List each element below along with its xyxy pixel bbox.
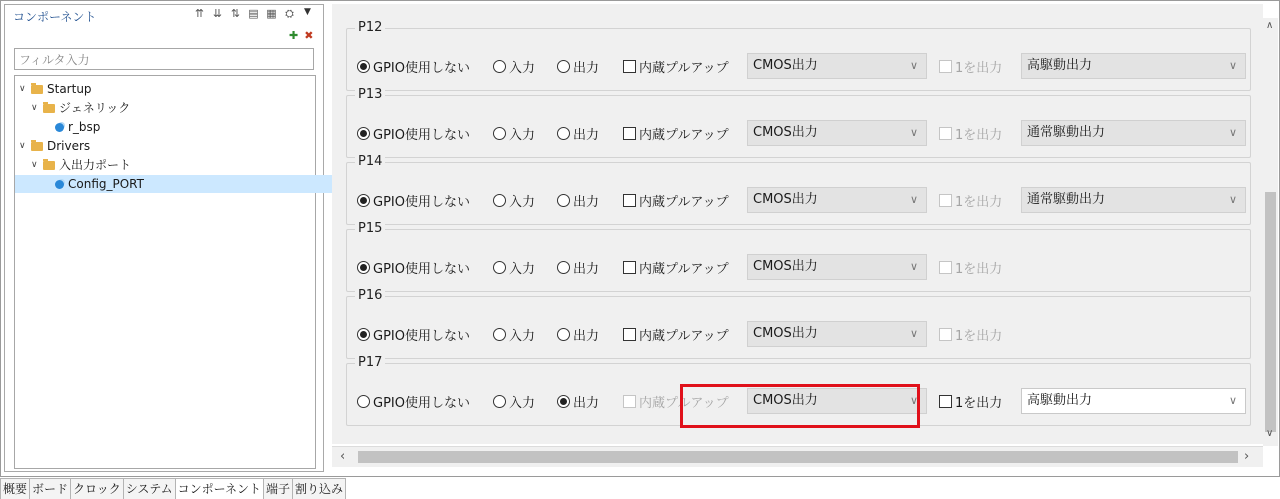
tree-item-label: Startup — [47, 82, 92, 96]
output-type-value: CMOS出力 — [753, 58, 818, 73]
checkbox — [939, 194, 952, 207]
chevron-down-icon[interactable]: ∨ — [31, 160, 38, 170]
folder-icon — [31, 142, 43, 151]
radio-button[interactable] — [357, 194, 370, 207]
bottom-tab-bar — [0, 478, 345, 499]
radio-label: 出力 — [573, 194, 600, 210]
pullup-checkbox[interactable] — [623, 57, 729, 75]
tree-item[interactable] — [31, 156, 131, 174]
gpio-unused-radio[interactable] — [357, 124, 470, 142]
drive-value: 通常駆動出力 — [1027, 125, 1106, 140]
input-radio[interactable] — [493, 325, 535, 343]
tab-item[interactable]: 割り込み — [292, 478, 346, 499]
port-row — [347, 254, 1250, 280]
radio-label: GPIO使用しない — [373, 127, 470, 143]
checkbox[interactable] — [623, 194, 636, 207]
input-radio[interactable] — [493, 258, 535, 276]
port-group-p16 — [346, 288, 1251, 359]
gpio-unused-radio[interactable] — [357, 258, 470, 276]
radio-label: 入力 — [509, 60, 536, 76]
remove-component-icon[interactable]: ✖ — [304, 29, 314, 42]
radio-button[interactable] — [557, 395, 570, 408]
port-group-p15 — [346, 221, 1251, 292]
component-actions — [289, 29, 313, 42]
port-label: P14 — [355, 154, 385, 169]
output-one-checkbox — [939, 258, 1002, 276]
tab-item[interactable]: ボード — [29, 478, 71, 499]
tree-item[interactable] — [19, 137, 90, 155]
output-one-checkbox — [939, 57, 1002, 75]
port-row — [347, 53, 1250, 79]
drive-select[interactable] — [1021, 388, 1246, 414]
port-settings-panel — [332, 4, 1263, 444]
radio-label: 入力 — [509, 261, 536, 277]
radio-button[interactable] — [357, 395, 370, 408]
pullup-label: 内蔵プルアップ — [639, 127, 729, 143]
chevron-down-icon: ∨ — [1228, 126, 1237, 139]
pullup-label: 内蔵プルアップ — [639, 395, 729, 411]
horizontal-scroll-thumb[interactable] — [358, 451, 1238, 463]
drive-value: 高駆動出力 — [1027, 393, 1093, 408]
radio-button[interactable] — [357, 261, 370, 274]
chevron-down-icon: ∨ — [1228, 394, 1237, 407]
folder-icon — [43, 161, 55, 170]
vertical-scroll-thumb[interactable] — [1265, 192, 1276, 432]
port-group-p12 — [346, 20, 1251, 91]
component-icon — [55, 123, 64, 132]
output-one-checkbox — [939, 124, 1002, 142]
gpio-unused-radio[interactable] — [357, 392, 470, 410]
radio-button[interactable] — [557, 127, 570, 140]
radio-button[interactable] — [493, 261, 506, 274]
drive-value: 通常駆動出力 — [1027, 192, 1106, 207]
component-tree-panel — [4, 4, 324, 472]
port-label: P13 — [355, 87, 385, 102]
tree-item-label: r_bsp — [68, 120, 101, 134]
output-type-value: CMOS出力 — [753, 125, 818, 140]
radio-label: GPIO使用しない — [373, 261, 470, 277]
output-radio[interactable] — [557, 191, 599, 209]
output-one-label: 1を出力 — [955, 127, 1003, 143]
radio-label: 出力 — [573, 395, 600, 411]
input-radio[interactable] — [493, 57, 535, 75]
vertical-scrollbar[interactable] — [1263, 18, 1278, 446]
chevron-down-icon: ∨ — [909, 193, 918, 206]
chevron-down-icon[interactable]: ∨ — [19, 141, 26, 151]
chevron-down-icon[interactable]: ∨ — [31, 103, 38, 113]
drive-select[interactable] — [1021, 53, 1246, 79]
output-radio[interactable] — [557, 258, 599, 276]
scroll-up-icon[interactable]: ∧ — [1266, 20, 1274, 31]
output-one-label: 1を出力 — [955, 261, 1003, 277]
chevron-down-icon: ∨ — [909, 327, 918, 340]
component-icon — [55, 180, 64, 189]
drive-select[interactable] — [1021, 120, 1246, 146]
output-radio[interactable] — [557, 124, 599, 142]
checkbox[interactable] — [623, 127, 636, 140]
checkbox — [623, 395, 636, 408]
port-row — [347, 187, 1250, 213]
port-label: P15 — [355, 221, 385, 236]
drive-value: 高駆動出力 — [1027, 58, 1093, 73]
radio-button[interactable] — [357, 60, 370, 73]
pullup-label: 内蔵プルアップ — [639, 60, 729, 76]
output-radio[interactable] — [557, 392, 599, 410]
chevron-down-icon[interactable]: ∨ — [19, 84, 26, 94]
checkbox[interactable] — [939, 395, 952, 408]
output-type-select[interactable] — [747, 53, 927, 79]
panel-toolbar — [192, 7, 315, 21]
tab-item[interactable]: コンポーネント — [175, 478, 264, 499]
folder-icon — [43, 104, 55, 113]
drive-select[interactable] — [1021, 187, 1246, 213]
add-component-icon[interactable]: ✚ — [289, 29, 299, 42]
tree-item[interactable] — [19, 80, 92, 98]
radio-button[interactable] — [493, 328, 506, 341]
highlight-box — [680, 384, 920, 428]
output-one-checkbox[interactable] — [939, 392, 1002, 410]
collapse-all-icon[interactable]: ⇈ — [194, 7, 205, 20]
pullup-checkbox[interactable] — [623, 191, 729, 209]
tree-item[interactable] — [31, 99, 130, 117]
port-label: P17 — [355, 355, 385, 370]
checkbox — [939, 60, 952, 73]
output-type-select[interactable] — [747, 321, 927, 347]
radio-button[interactable] — [493, 60, 506, 73]
list-view-icon[interactable]: ▦ — [266, 7, 277, 20]
radio-button[interactable] — [357, 328, 370, 341]
checkbox[interactable] — [623, 60, 636, 73]
scroll-down-icon[interactable]: ∨ — [1266, 428, 1274, 439]
chevron-down-icon: ∨ — [1228, 59, 1237, 72]
port-row — [347, 120, 1250, 146]
port-label: P16 — [355, 288, 385, 303]
scroll-left-icon[interactable]: ‹ — [340, 449, 346, 464]
tab-item[interactable]: システム — [123, 478, 176, 499]
radio-button[interactable] — [557, 60, 570, 73]
radio-button[interactable] — [557, 328, 570, 341]
radio-label: GPIO使用しない — [373, 194, 470, 210]
output-type-select[interactable] — [747, 120, 927, 146]
output-type-select[interactable] — [747, 187, 927, 213]
radio-button[interactable] — [493, 395, 506, 408]
output-one-checkbox — [939, 325, 1002, 343]
gpio-unused-radio[interactable] — [357, 325, 470, 343]
filter-icon[interactable]: ⛭ — [285, 7, 294, 20]
pullup-label: 内蔵プルアップ — [639, 194, 729, 210]
tree-item-label: Drivers — [47, 139, 91, 153]
radio-label: 出力 — [573, 261, 600, 277]
output-radio[interactable] — [557, 325, 599, 343]
horizontal-scrollbar[interactable] — [332, 446, 1263, 467]
radio-label: 出力 — [573, 328, 600, 344]
output-type-value: CMOS出力 — [753, 192, 818, 207]
tab-item[interactable]: 端子 — [263, 478, 293, 499]
radio-label: 入力 — [509, 395, 536, 411]
checkbox — [939, 127, 952, 140]
output-one-checkbox — [939, 191, 1002, 209]
menu-dropdown-icon[interactable]: ▼ — [304, 7, 311, 17]
output-one-label: 1を出力 — [955, 60, 1003, 76]
chevron-down-icon: ∨ — [909, 260, 918, 273]
radio-label: GPIO使用しない — [373, 395, 470, 411]
checkbox — [939, 328, 952, 341]
tree-item[interactable] — [43, 118, 100, 136]
expand-all-icon[interactable]: ⇊ — [212, 7, 223, 20]
output-type-value: CMOS出力 — [753, 393, 818, 408]
filter-input[interactable]: フィルタ入力 — [14, 48, 314, 70]
radio-button[interactable] — [557, 194, 570, 207]
output-one-label: 1を出力 — [955, 328, 1003, 344]
tab-item[interactable]: 概要 — [0, 478, 30, 499]
tree-item-label: ジェネリック — [59, 101, 131, 115]
checkbox[interactable] — [623, 261, 636, 274]
radio-label: 出力 — [573, 60, 600, 76]
pullup-label: 内蔵プルアップ — [639, 328, 729, 344]
port-group-p13 — [346, 87, 1251, 158]
radio-label: GPIO使用しない — [373, 60, 470, 76]
tab-item[interactable]: クロック — [70, 478, 124, 499]
output-one-label: 1を出力 — [955, 395, 1003, 411]
output-type-value: CMOS出力 — [753, 259, 818, 274]
chevron-down-icon: ∨ — [909, 59, 918, 72]
pullup-checkbox[interactable] — [623, 325, 729, 343]
pullup-label: 内蔵プルアップ — [639, 261, 729, 277]
folder-icon — [31, 85, 43, 94]
radio-label: 入力 — [509, 328, 536, 344]
tree-item-label: Config_PORT — [68, 177, 144, 191]
output-one-label: 1を出力 — [955, 194, 1003, 210]
component-tree — [14, 75, 316, 469]
port-row — [347, 321, 1250, 347]
checkbox[interactable] — [623, 328, 636, 341]
gpio-unused-radio[interactable] — [357, 191, 470, 209]
tree-item[interactable] — [15, 175, 341, 193]
radio-label: 出力 — [573, 127, 600, 143]
scroll-right-icon[interactable]: › — [1244, 449, 1250, 464]
output-type-value: CMOS出力 — [753, 326, 818, 341]
radio-label: 入力 — [509, 127, 536, 143]
input-radio[interactable] — [493, 191, 535, 209]
tree-view-icon[interactable]: ▤ — [248, 7, 259, 20]
checkbox — [939, 261, 952, 274]
chevron-down-icon: ∨ — [909, 126, 918, 139]
gpio-unused-radio[interactable] — [357, 57, 470, 75]
chevron-down-icon: ∨ — [1228, 193, 1237, 206]
input-radio[interactable] — [493, 392, 535, 410]
radio-button[interactable] — [493, 194, 506, 207]
chevron-down-icon: ∨ — [909, 394, 918, 407]
pullup-checkbox[interactable] — [623, 124, 729, 142]
output-type-select[interactable] — [747, 254, 927, 280]
port-group-p14 — [346, 154, 1251, 225]
pullup-checkbox[interactable] — [623, 258, 729, 276]
radio-label: 入力 — [509, 194, 536, 210]
output-radio[interactable] — [557, 57, 599, 75]
port-label: P12 — [355, 20, 385, 35]
panel-title: コンポーネント — [13, 10, 97, 24]
radio-label: GPIO使用しない — [373, 328, 470, 344]
radio-button[interactable] — [557, 261, 570, 274]
input-radio[interactable] — [493, 124, 535, 142]
radio-button[interactable] — [493, 127, 506, 140]
radio-button[interactable] — [357, 127, 370, 140]
sort-icon[interactable]: ⇅ — [230, 7, 241, 20]
tree-item-label: 入出力ポート — [59, 158, 132, 172]
